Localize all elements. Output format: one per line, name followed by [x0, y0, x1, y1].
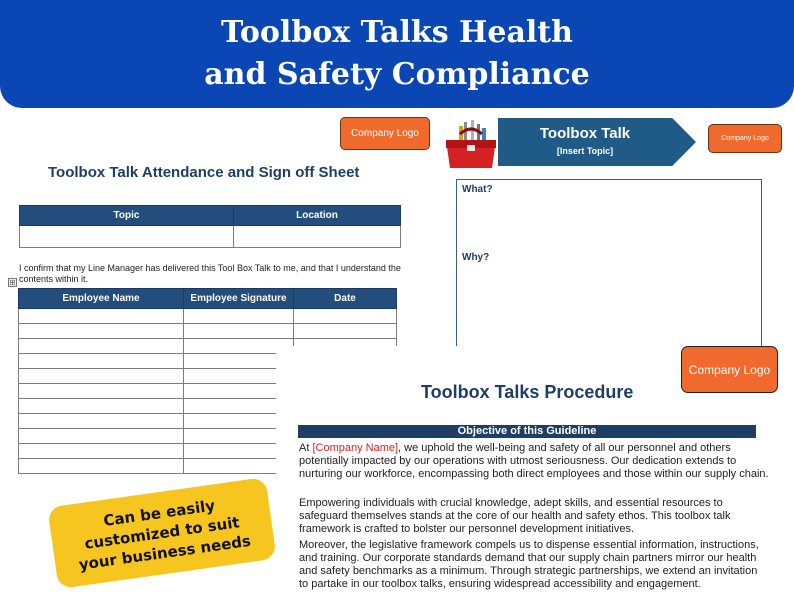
employee-name-cell[interactable] — [19, 444, 184, 459]
customization-badge: Can be easily customized to suit your business needs — [47, 477, 276, 589]
why-label: Why? — [462, 252, 490, 263]
employee-name-cell[interactable] — [19, 339, 184, 354]
table-move-handle-icon[interactable]: ⊞ — [9, 278, 16, 287]
employee-name-cell[interactable] — [19, 324, 184, 339]
topic-header: Topic — [20, 206, 234, 226]
employee-name-header: Employee Name — [19, 289, 184, 309]
toolbox-talk-title: Toolbox Talk — [539, 125, 631, 142]
what-why-section — [456, 179, 762, 349]
banner-title-line-2: and Safety Compliance — [204, 57, 590, 92]
para1-rest: , we uphold the well-being and safety of all our personnel and others potentially impacted by our operations with utmost seriousness. Our dedication extends to nurturing our workforce, encompassing both direct employees and those within our supply chain. — [299, 442, 769, 480]
topic-location-table — [19, 205, 401, 248]
employee-name-cell[interactable] — [19, 369, 184, 384]
employee-name-cell[interactable] — [19, 309, 184, 324]
employee-name-cell[interactable] — [19, 459, 184, 474]
company-name-placeholder: [Company Name] — [312, 442, 399, 454]
date-cell[interactable] — [294, 309, 397, 324]
table-row — [19, 309, 397, 324]
employee-signature-cell[interactable] — [184, 309, 294, 324]
company-logo-placeholder: Company Logo — [340, 117, 430, 150]
location-header: Location — [234, 206, 401, 226]
toolbox-icon — [444, 120, 498, 170]
table-row — [19, 324, 397, 339]
date-cell[interactable] — [294, 324, 397, 339]
header-banner — [0, 0, 794, 108]
procedure-paragraph-2: Empowering individuals with crucial knowledge, adept skills, and essential resources to safeguard themselves stands at the core of our health and safety ethos. This toolbox talk framework is crafted to bolster our personnel development initiatives. — [299, 497, 731, 535]
employee-signature-header: Employee Signature — [184, 289, 294, 309]
employee-name-cell[interactable] — [19, 399, 184, 414]
employee-name-cell[interactable] — [19, 429, 184, 444]
employee-signature-cell[interactable] — [184, 324, 294, 339]
date-header: Date — [294, 289, 397, 309]
toolbox-talk-page — [436, 108, 794, 346]
location-cell[interactable] — [234, 226, 401, 248]
employee-name-cell[interactable] — [19, 414, 184, 429]
objective-heading: Objective of this Guideline — [298, 425, 756, 438]
procedure-paragraph-3: Moreover, the legislative framework compels us to dispense essential information, instructions, and training. Our corporate standards demand that our supply chain partners mirror our health and safety benchmarks as a minimum. Through strategic partnerships, we extend an invitation to partake in our toolbox talks, ensuring widespread accessibility and engagement. — [299, 539, 759, 590]
insert-topic-placeholder: [Insert Topic] — [556, 146, 614, 156]
banner-title-line-1: Toolbox Talks Health — [221, 15, 573, 50]
procedure-title: Toolbox Talks Procedure — [421, 382, 634, 402]
what-label: What? — [462, 184, 493, 195]
employee-name-cell[interactable] — [19, 354, 184, 369]
company-logo-placeholder: Company Logo — [708, 124, 782, 153]
para1-prefix: At — [299, 442, 313, 454]
employee-name-cell[interactable] — [19, 384, 184, 399]
attendance-sheet-title: Toolbox Talk Attendance and Sign off Sheet — [48, 164, 360, 181]
topic-cell[interactable] — [20, 226, 234, 248]
company-logo-placeholder-large: Company Logo — [681, 346, 778, 393]
confirmation-statement: I confirm that my Line Manager has delivered this Tool Box Talk to me, and that I understand the contents within it. — [19, 263, 401, 284]
procedure-paragraph-1 — [299, 442, 769, 481]
